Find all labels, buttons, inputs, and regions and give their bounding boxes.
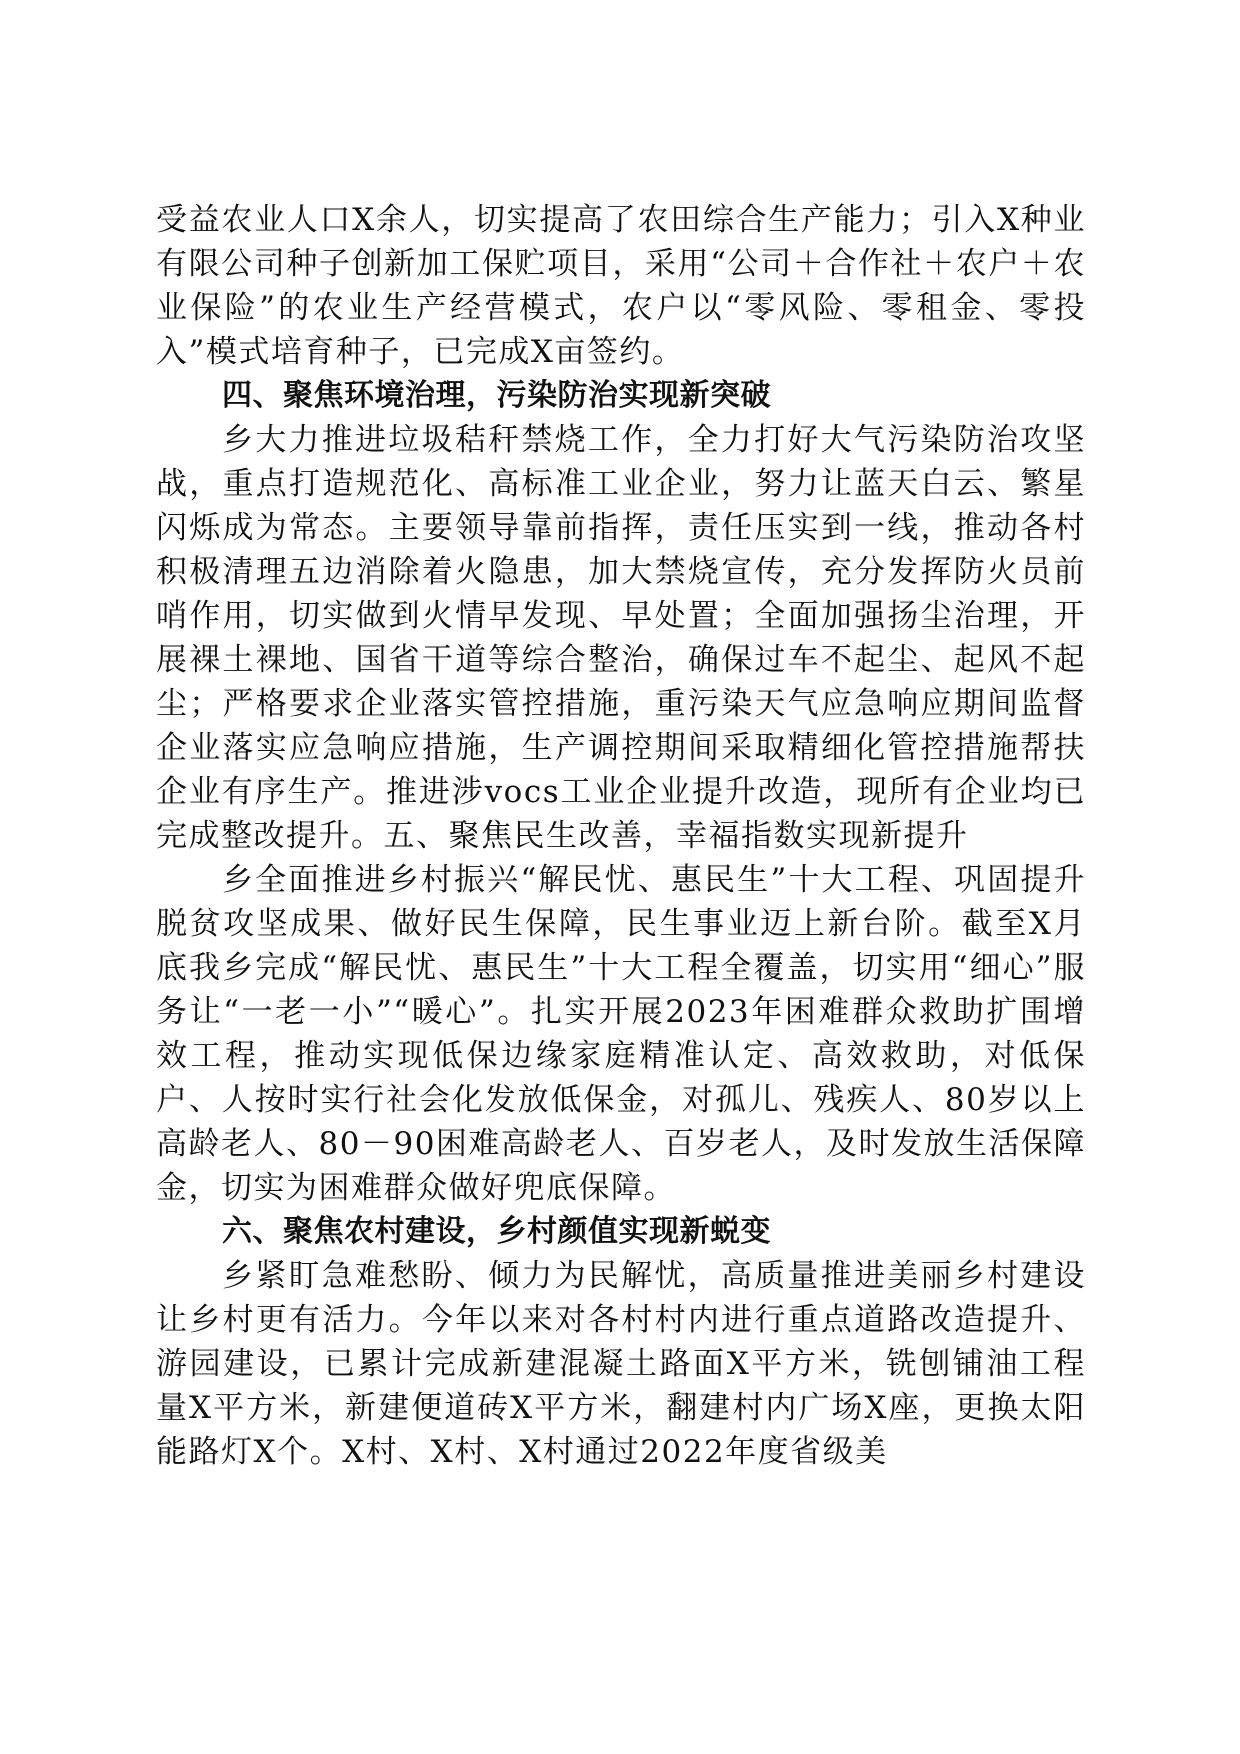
paragraph-benefit-population: 受益农业人口X余人，切实提高了农田综合生产能力；引入X种业有限公司种子创新加工保贮项目，采用“公司＋合作社＋农户＋农业保险”的农业生产经营模式，农户以“零风险、零租金、零投入”模式培育种子，已完成X亩签约。 — [156, 202, 1086, 370]
paragraph-rural-construction: 乡紧盯急难愁盼、倾力为民解忧，高质量推进美丽乡村建设让乡村更有活力。今年以来对各村村内进行重点道路改造提升、游园建设，已累计完成新建混凝土路面X平方米，铣刨铺油工程量X平方米，新建便道砖X平方米，翻建村内广场X座，更换太阳能路灯X个。X村、X村、X村通过2022年度省级美 — [156, 1258, 1086, 1470]
document-body — [156, 198, 1086, 1474]
paragraph-livelihood: 乡全面推进乡村振兴“解民忧、惠民生”十大工程、巩固提升脱贫攻坚成果、做好民生保障，民生事业迈上新台阶。截至X月底我乡完成“解民忧、惠民生”十大工程全覆盖，切实用“细心”服务让“一老一小”“暖心”。扎实开展2023年困难群众救助扩围增效工程，推动实现低保边缘家庭精准认定、高效救助，对低保户、人按时实行社会化发放低保金，对孤儿、残疾人、80岁以上高龄老人、80－90困难高龄老人、百岁老人，及时发放生活保障金，切实为困难群众做好兜底保障。 — [156, 862, 1086, 1206]
paragraph-environment-governance: 乡大力推进垃圾秸秆禁烧工作，全力打好大气污染防治攻坚战，重点打造规范化、高标准工业企业，努力让蓝天白云、繁星闪烁成为常态。主要领导靠前指挥，责任压实到一线，推动各村积极清理五边消除着火隐患，加大禁烧宣传，充分发挥防火员前哨作用，切实做到火情早发现、早处置；全面加强扬尘治理，开展裸土裸地、国省干道等综合整治，确保过车不起尘、起风不起尘；严格要求企业落实管控措施，重污染天气应急响应期间监督企业落实应急响应措施，生产调控期间采取精细化管控措施帮扶企业有序生产。推进涉vocs工业企业提升改造，现所有企业均已完成整改提升。五、聚焦民生改善，幸福指数实现新提升 — [156, 422, 1086, 854]
section-heading-environment: 四、聚焦环境治理，污染防治实现新突破 — [222, 378, 771, 413]
section-heading-rural-construction: 六、聚焦农村建设，乡村颜值实现新蜕变 — [222, 1214, 771, 1249]
